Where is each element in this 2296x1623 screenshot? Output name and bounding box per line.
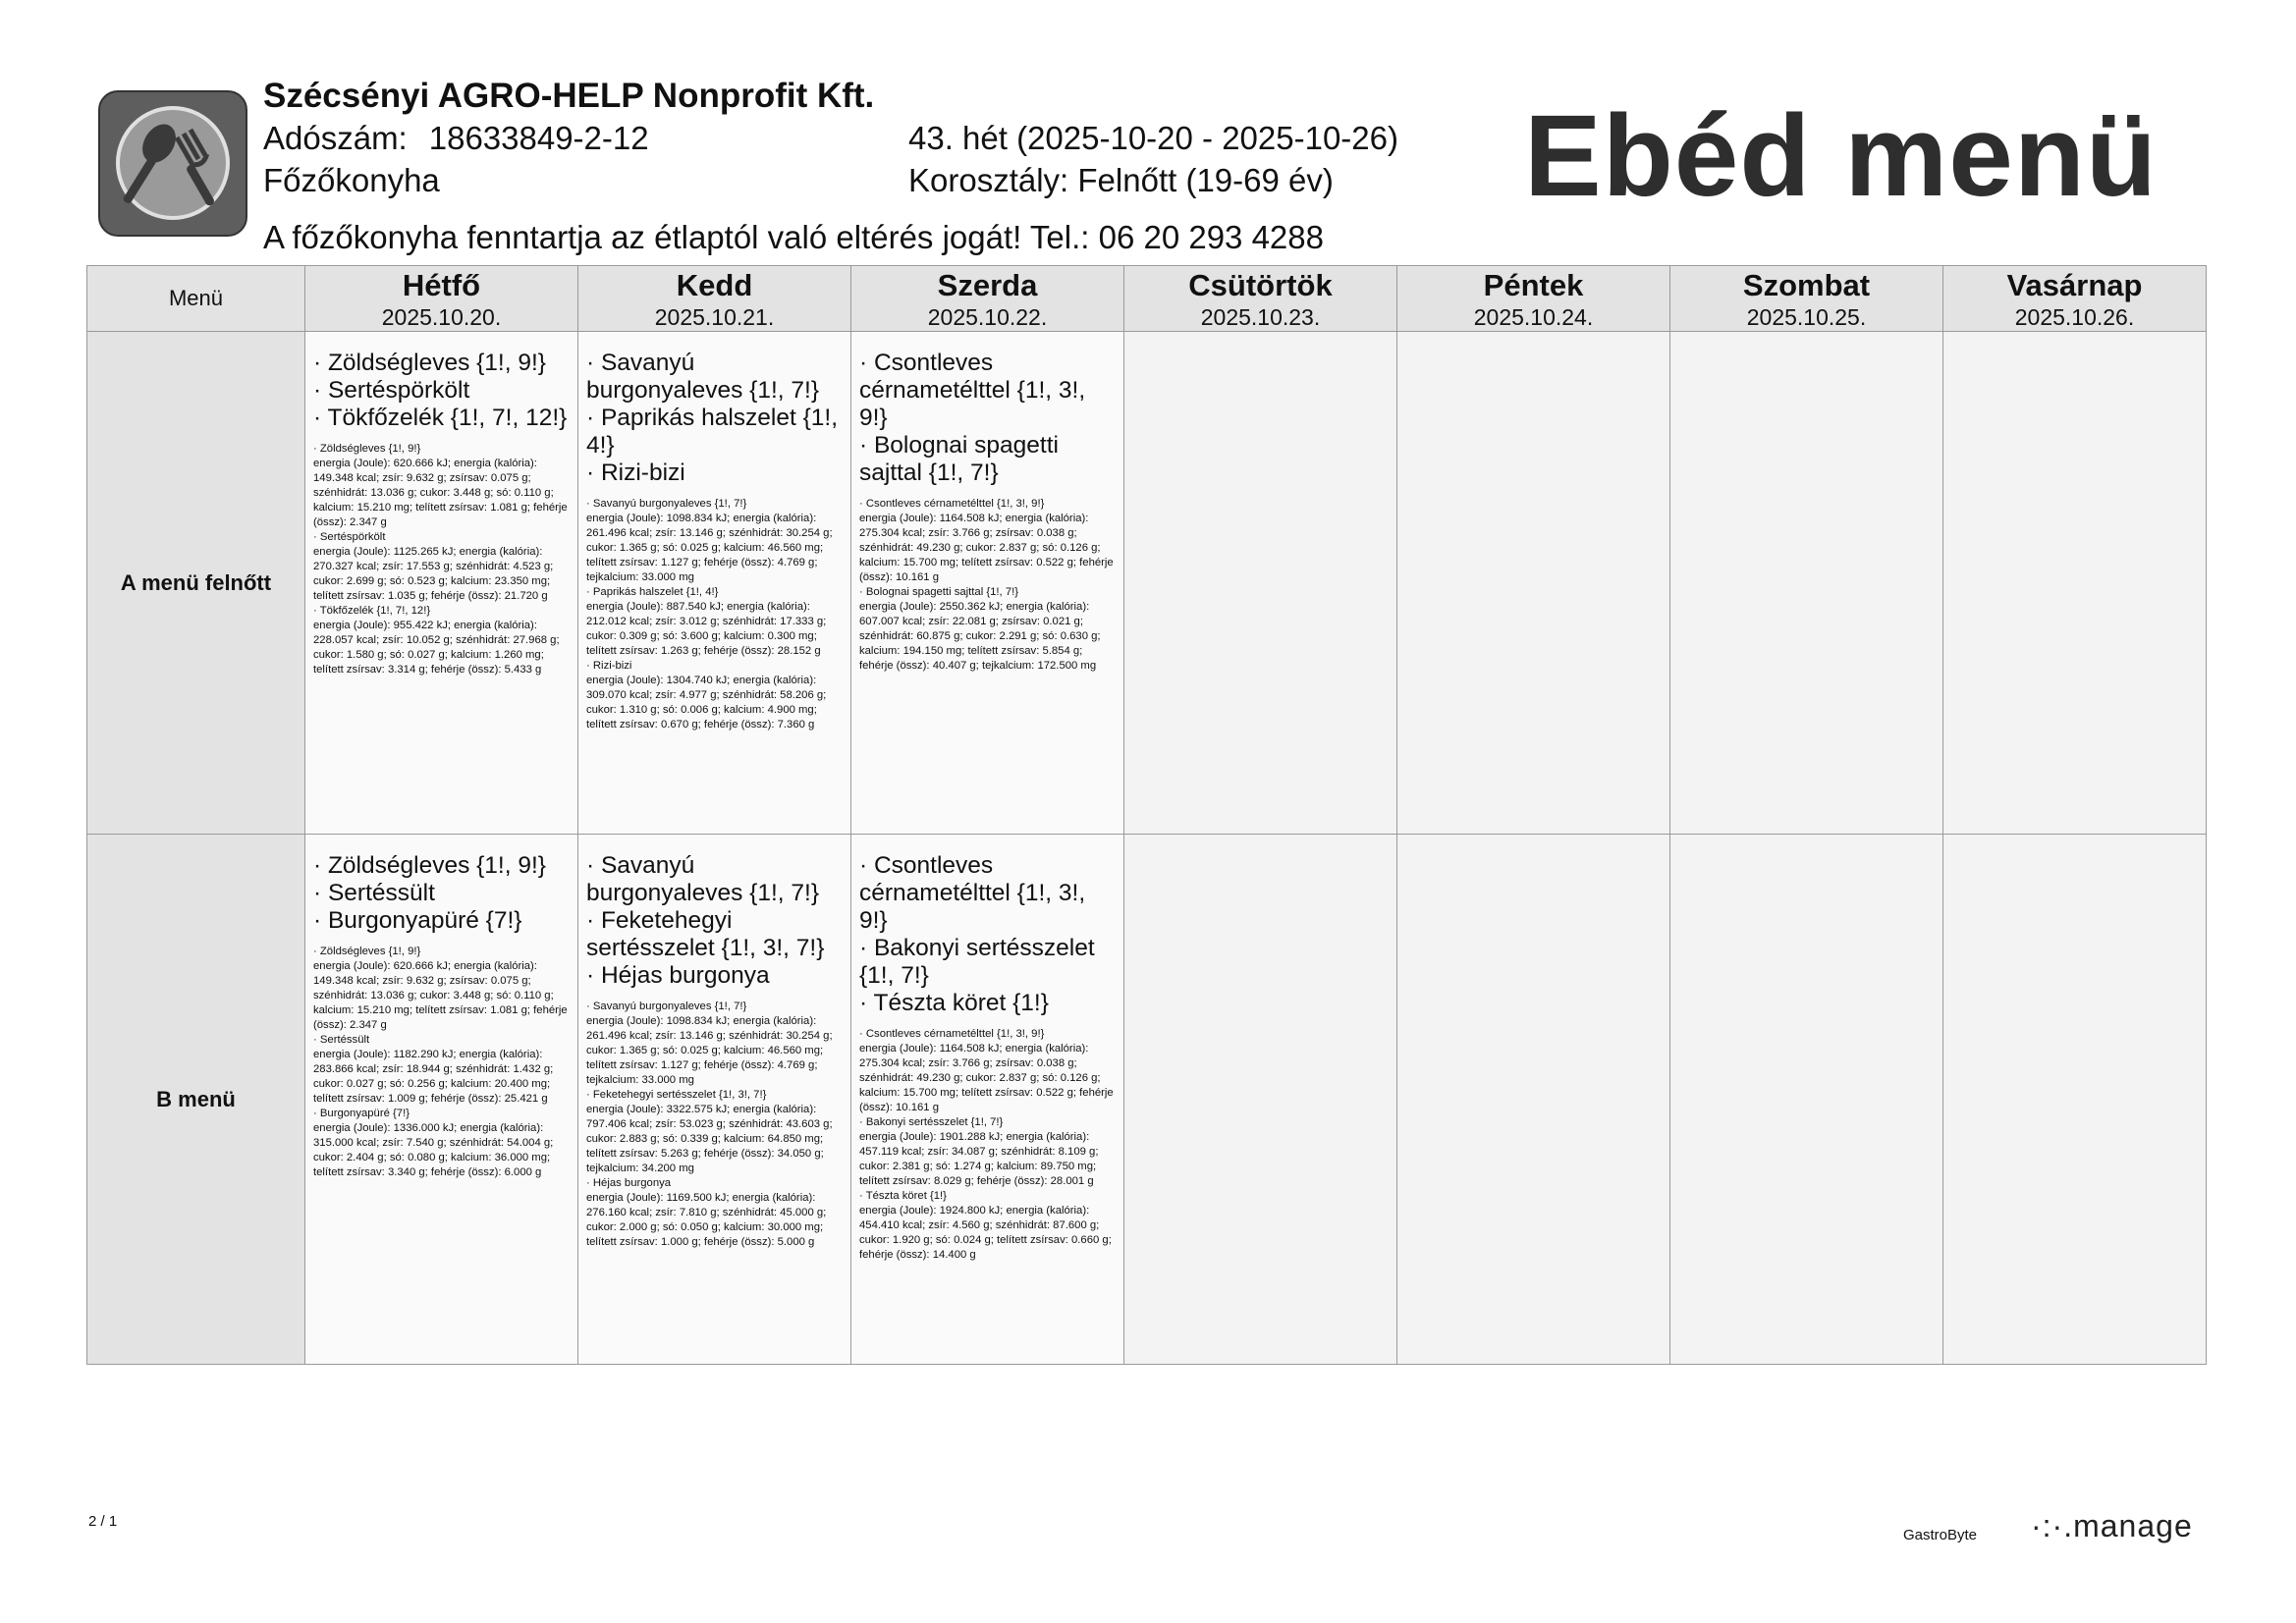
day-header-6 [1943,266,2207,332]
day-date: 2025.10.24. [1473,304,1594,330]
nutrition-values: energia (Joule): 1336.000 kJ; energia (kalória): 315.000 kcal; zsír: 7.540 g; szénhidrát: 54.004 g; cukor: 2.404 g; só: 0.080 g; kalcium: 36.000 mg; telített zsírsav: 3.340 g; fehérje (össz): 6.000 g [313,1122,554,1178]
nutrition-info [859,1027,1116,1263]
nutrition-dish-name: · Bakonyi sertésszelet {1!, 7!} [859,1116,1004,1128]
menu-row-label: B menü [87,835,305,1365]
dish-name: · Sertéspörkölt [313,377,470,404]
table-header-row [87,266,2207,332]
table-row [87,835,2207,1365]
nutrition-dish-name: · Bolognai spagetti sajttal {1!, 7!} [859,586,1019,598]
day-name: Vasárnap [2006,268,2143,302]
notice-text: A főzőkonyha fenntartja az étlaptól való eltérés jogát! Tel.: 06 20 293 4288 [263,219,1324,255]
nutrition-values: energia (Joule): 1098.834 kJ; energia (kalória): 261.496 kcal; zsír: 13.146 g; szénhidrát: 30.254 g; cukor: 1.365 g; só: 0.025 g; kalcium: 46.560 mg; telített zsírsav: 1.127 g; fehérje (össz): 4.769 g; tejkalcium: 33.000 mg [586,1015,833,1086]
nutrition-dish-name: · Paprikás halszelet {1!, 4!} [586,586,719,598]
nutrition-dish-name: · Zöldségleves {1!, 9!} [313,946,421,957]
nutrition-dish-name: · Sertéssült [313,1034,370,1046]
nutrition-values: energia (Joule): 1304.740 kJ; energia (kalória): 309.070 kcal; zsír: 4.977 g; szénhidrát: 58.206 g; cukor: 1.310 g; só: 0.006 g; kalcium: 4.900 mg; telített zsírsav: 0.670 g; fehérje (össz): 7.360 g [586,675,827,730]
dish-name: · Csontleves cérnametélttel {1!, 3!, 9!} [859,350,1086,431]
day-date: 2025.10.22. [927,304,1048,330]
day-name: Szombat [1742,268,1871,302]
table-row [87,332,2207,835]
menu-cell [578,835,851,1365]
day-name: Kedd [676,268,753,302]
nutrition-values: energia (Joule): 1125.265 kJ; energia (kalória): 270.327 kcal; zsír: 17.553 g; szénhidrát: 4.523 g; cukor: 2.699 g; só: 0.523 g; kalcium: 23.350 mg; telített zsírsav: 1.035 g; fehérje (össz): 21.720 g [313,546,554,602]
nutrition-values: energia (Joule): 1164.508 kJ; energia (kalória): 275.304 kcal; zsír: 3.766 g; zsírsav: 0.038 g; szénhidrát: 49.230 g; cukor: 2.837 g; só: 0.126 g; kalcium: 15.700 mg; telített zsírsav: 0.522 g; fehérje (össz): 10.161 g [859,513,1114,583]
dish-name: · Savanyú burgonyaleves {1!, 7!} [586,350,820,404]
dish-name: · Tökfőzelék {1!, 7!, 12!} [313,405,568,431]
day-date: 2025.10.20. [381,304,502,330]
tax-number: 18633849-2-12 [428,120,649,156]
company-name: Szécsényi AGRO-HELP Nonprofit Kft. [263,77,875,115]
empty-menu-cell [1943,835,2207,1365]
nutrition-dish-name: · Savanyú burgonyaleves {1!, 7!} [586,1001,747,1012]
nutrition-values: energia (Joule): 1169.500 kJ; energia (kalória): 276.160 kcal; zsír: 7.810 g; szénhidrát: 45.000 g; cukor: 2.000 g; só: 0.050 g; kalcium: 30.000 mg; telített zsírsav: 1.000 g; fehérje (össz): 5.000 g [586,1192,827,1248]
age-group: Korosztály: Felnőtt (19-69 év) [908,162,1334,198]
dish-name: · Rizi-bizi [586,460,685,486]
nutrition-info [586,1000,843,1250]
dish-name: · Sertéssült [313,880,435,906]
day-name: Hétfő [402,268,481,302]
nutrition-values: energia (Joule): 2550.362 kJ; energia (kalória): 607.007 kcal; zsír: 22.081 g; zsírsav: 0.021 g; szénhidrát: 60.875 g; cukor: 2.291 g; só: 0.630 g; kalcium: 194.150 mg; telített zsírsav: 5.854 g; fehérje (össz): 40.407 g; tejkalcium: 172.500 mg [859,601,1101,672]
nutrition-dish-name: · Burgonyapüré {7!} [313,1108,410,1119]
nutrition-info [313,945,570,1180]
day-date: 2025.10.26. [2014,304,2135,330]
nutrition-dish-name: · Rizi-bizi [586,660,632,672]
nutrition-values: energia (Joule): 1098.834 kJ; energia (kalória): 261.496 kcal; zsír: 13.146 g; szénhidrát: 30.254 g; cukor: 1.365 g; só: 0.025 g; kalcium: 46.560 mg; telített zsírsav: 1.127 g; fehérje (össz): 4.769 g; tejkalcium: 33.000 mg [586,513,833,583]
nutrition-values: energia (Joule): 3322.575 kJ; energia (kalória): 797.406 kcal; zsír: 53.023 g; szénhidrát: 43.603 g; cukor: 2.883 g; só: 0.339 g; kalcium: 64.850 mg; telített zsírsav: 5.263 g; fehérje (össz): 34.050 g; tejkalcium: 34.200 mg [586,1104,833,1174]
menu-cell [305,835,578,1365]
menu-cell [305,332,578,835]
empty-menu-cell [1397,835,1670,1365]
dish-name: · Héjas burgonya [586,962,770,989]
kitchen-type: Főzőkonyha [263,162,440,198]
dish-name: · Bakonyi sertésszelet {1!, 7!} [859,935,1095,989]
tax-number-line [263,120,649,157]
page-title: Ebéd menü [1524,91,2158,221]
nutrition-info [586,497,843,732]
dish-name: · Burgonyapüré {7!} [313,907,522,934]
nutrition-values: energia (Joule): 955.422 kJ; energia (kalória): 228.057 kcal; zsír: 10.052 g; szénhidrát: 27.968 g; cukor: 1.580 g; só: 0.027 g; kalcium: 1.260 mg; telített zsírsav: 3.314 g; fehérje (össz): 5.433 g [313,620,560,676]
dish-name: · Feketehegyi sertésszelet {1!, 3!, 7!} [586,907,825,961]
day-name: Csütörtök [1188,268,1333,302]
spoon-fork-icon [100,92,246,235]
day-header-3 [1124,266,1397,332]
dish-name: · Tészta köret {1!} [859,990,1049,1016]
tax-label: Adószám: [263,120,408,156]
nutrition-values: energia (Joule): 1164.508 kJ; energia (kalória): 275.304 kcal; zsír: 3.766 g; zsírsav: 0.038 g; szénhidrát: 49.230 g; cukor: 2.837 g; só: 0.126 g; kalcium: 15.700 mg; telített zsírsav: 0.522 g; fehérje (össz): 10.161 g [859,1043,1114,1113]
nutrition-dish-name: · Tészta köret {1!} [859,1190,947,1202]
dish-name: · Zöldségleves {1!, 9!} [313,350,546,376]
day-header-0 [305,266,578,332]
dish-name: · Savanyú burgonyaleves {1!, 7!} [586,852,820,906]
day-header-4 [1397,266,1670,332]
day-header-5 [1670,266,1943,332]
day-header-1 [578,266,851,332]
nutrition-dish-name: · Savanyú burgonyaleves {1!, 7!} [586,498,747,510]
day-name: Péntek [1483,268,1584,302]
empty-menu-cell [1397,332,1670,835]
nutrition-dish-name: · Sertéspörkölt [313,531,386,543]
menu-cell [851,332,1124,835]
dish-name: · Zöldségleves {1!, 9!} [313,852,546,879]
menu-row-label: A menü felnőtt [87,332,305,835]
menu-column-header: Menü [87,266,305,332]
empty-menu-cell [1124,332,1397,835]
day-header-2 [851,266,1124,332]
nutrition-dish-name: · Csontleves cérnametélttel {1!, 3!, 9!} [859,1028,1045,1040]
empty-menu-cell [1670,835,1943,1365]
dish-name: · Csontleves cérnametélttel {1!, 3!, 9!} [859,852,1086,934]
nutrition-dish-name: · Feketehegyi sertésszelet {1!, 3!, 7!} [586,1089,767,1101]
dish-name: · Bolognai spagetti sajttal {1!, 7!} [859,432,1059,486]
menu-cell [851,835,1124,1365]
manage-logo: ·:·.manage [2031,1508,2193,1543]
nutrition-values: energia (Joule): 1901.288 kJ; energia (kalória): 457.119 kcal; zsír: 34.087 g; szénhidrát: 8.109 g; cukor: 2.381 g; só: 1.274 g; kalcium: 89.750 mg; telített zsírsav: 8.029 g; fehérje (össz): 28.001 g [859,1131,1099,1187]
nutrition-info [313,442,570,677]
nutrition-values: energia (Joule): 620.666 kJ; energia (kalória): 149.348 kcal; zsír: 9.632 g; zsírsav: 0.075 g; szénhidrát: 13.036 g; cukor: 3.448 g; só: 0.110 g; kalcium: 15.210 mg; telített zsírsav: 1.081 g; fehérje (össz): 2.347 g [313,458,568,528]
nutrition-dish-name: · Csontleves cérnametélttel {1!, 3!, 9!} [859,498,1045,510]
nutrition-dish-name: · Héjas burgonya [586,1177,672,1189]
day-date: 2025.10.23. [1200,304,1321,330]
nutrition-values: energia (Joule): 620.666 kJ; energia (kalória): 149.348 kcal; zsír: 9.632 g; zsírsav: 0.075 g; szénhidrát: 13.036 g; cukor: 3.448 g; só: 0.110 g; kalcium: 15.210 mg; telített zsírsav: 1.081 g; fehérje (össz): 2.347 g [313,960,568,1031]
day-date: 2025.10.21. [654,304,775,330]
menu-table [86,265,2207,1365]
nutrition-values: energia (Joule): 1182.290 kJ; energia (kalória): 283.866 kcal; zsír: 18.944 g; szénhidrát: 1.432 g; cukor: 0.027 g; só: 0.256 g; kalcium: 20.400 mg; telített zsírsav: 1.009 g; fehérje (össz): 25.421 g [313,1049,554,1105]
dish-name: · Paprikás halszelet {1!, 4!} [586,405,839,459]
nutrition-values: energia (Joule): 1924.800 kJ; energia (kalória): 454.410 kcal; zsír: 4.560 g; szénhidrát: 87.600 g; cukor: 1.920 g; só: 0.024 g; telített zsírsav: 0.660 g; fehérje (össz): 14.400 g [859,1205,1112,1261]
day-date: 2025.10.25. [1746,304,1867,330]
day-name: Szerda [937,268,1038,302]
logo [98,90,247,237]
empty-menu-cell [1124,835,1397,1365]
nutrition-values: energia (Joule): 887.540 kJ; energia (kalória): 212.012 kcal; zsír: 3.012 g; szénhidrát: 17.333 g; cukor: 0.309 g; só: 3.600 g; kalcium: 0.300 mg; telített zsírsav: 1.263 g; fehérje (össz): 28.152 g [586,601,827,657]
nutrition-dish-name: · Zöldségleves {1!, 9!} [313,443,421,455]
menu-cell [578,332,851,835]
empty-menu-cell [1670,332,1943,835]
nutrition-info [859,497,1116,674]
empty-menu-cell [1943,332,2207,835]
week-range: 43. hét (2025-10-20 - 2025-10-26) [908,120,1398,156]
nutrition-dish-name: · Tökfőzelék {1!, 7!, 12!} [313,605,431,617]
gastrobyte-label: GastroByte [1903,1527,1978,1543]
page-number: 2 / 1 [88,1513,118,1530]
